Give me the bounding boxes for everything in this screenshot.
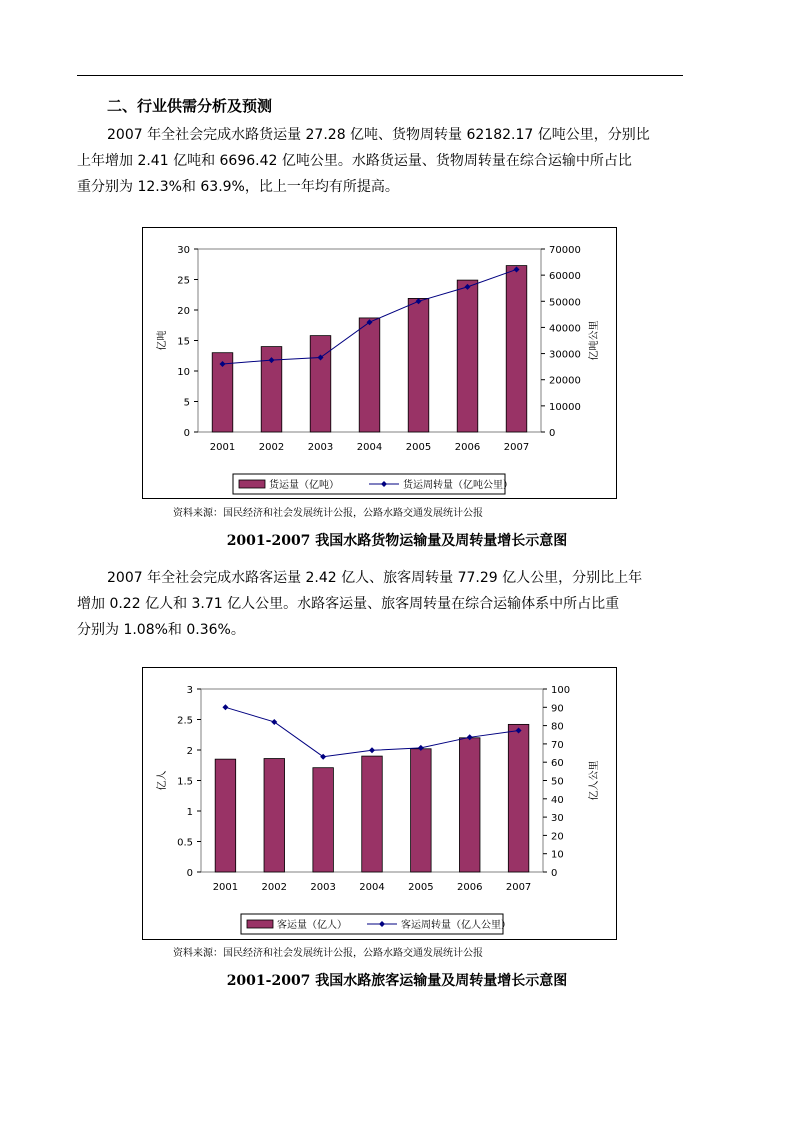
paragraph-line: 增加 0.22 亿人和 3.71 亿人公里。水路客运量、旅客周转量在综合运输体系中所占比重 xyxy=(77,596,620,612)
x-axis-tick-label: 2002 xyxy=(258,442,285,453)
legend-line-label: 货运周转量（亿吨公里） xyxy=(403,480,513,491)
legend-bar-swatch xyxy=(247,920,273,928)
legend-bar-label: 客运量（亿人） xyxy=(277,920,347,931)
bar xyxy=(459,738,480,872)
y-axis-tick-label: 15 xyxy=(177,336,190,348)
x-axis-tick-label: 2006 xyxy=(456,882,483,893)
legend-bar-label: 货运量（亿吨） xyxy=(269,480,339,491)
y2-axis-tick-label: 100 xyxy=(551,685,571,696)
section-heading: 二、行业供需分析及预测 xyxy=(107,97,273,115)
bar xyxy=(362,756,383,872)
y2-axis-tick-label: 50000 xyxy=(549,297,581,309)
paragraph-line: 上年增加 2.41 亿吨和 6696.42 亿吨公里。水路货运量、货物周转量在综合运输中所占比 xyxy=(77,153,632,169)
passenger-chart-caption: 2001-2007 我国水路旅客运输量及周转量增长示意图 xyxy=(226,973,568,989)
x-axis-tick-label: 2001 xyxy=(209,442,236,453)
bar xyxy=(264,759,285,872)
x-axis-tick-label: 2007 xyxy=(505,882,532,893)
freight-chart-caption: 2001-2007 我国水路货物运输量及周转量增长示意图 xyxy=(226,533,568,549)
x-axis-tick-label: 2005 xyxy=(405,442,432,453)
y2-axis-tick-label: 20000 xyxy=(549,375,581,387)
y-axis-label: 亿吨 xyxy=(157,330,168,351)
paragraph-line: 分别为 1.08%和 0.36%。 xyxy=(77,622,245,638)
y-axis-tick-label: 10 xyxy=(177,367,190,378)
bar xyxy=(215,759,236,872)
y2-axis-tick-label: 50 xyxy=(551,776,564,788)
y-axis-tick-label: 2.5 xyxy=(177,715,193,727)
paragraph-freight xyxy=(77,122,687,200)
legend-bar-swatch xyxy=(239,480,265,488)
y2-axis-tick-label: 30 xyxy=(551,813,564,825)
x-axis-tick-label: 2002 xyxy=(261,882,288,893)
paragraph-line: 2007 年全社会完成水路货运量 27.28 亿吨、货物周转量 62182.17 亿吨公里，分别比 xyxy=(107,127,650,143)
freight-chart xyxy=(142,227,617,499)
y2-axis-tick-label: 30000 xyxy=(549,349,581,361)
bar xyxy=(508,724,529,872)
x-axis-tick-label: 2007 xyxy=(503,442,530,453)
bar xyxy=(506,266,527,432)
y-axis-tick-label: 3 xyxy=(186,685,193,696)
bar xyxy=(359,318,380,432)
bar xyxy=(457,280,478,432)
x-axis-tick-label: 2005 xyxy=(408,882,434,893)
passenger-chart-svg xyxy=(143,668,616,939)
bar xyxy=(408,298,429,432)
line-marker xyxy=(222,704,228,710)
y2-axis-tick-label: 80 xyxy=(551,721,564,733)
header-rule xyxy=(77,75,683,76)
y-axis-tick-label: 20 xyxy=(177,306,190,317)
freight-chart-source: 资料来源：国民经济和社会发展统计公报，公路水路交通发展统计公报 xyxy=(173,508,483,519)
x-axis-tick-label: 2003 xyxy=(307,442,334,453)
y-axis-tick-label: 30 xyxy=(177,245,190,256)
y2-axis-label: 亿人公里 xyxy=(589,760,600,801)
bar xyxy=(411,749,432,872)
y2-axis-tick-label: 60 xyxy=(551,758,564,770)
y-axis-tick-label: 0 xyxy=(186,868,193,879)
y2-axis-tick-label: 70000 xyxy=(549,245,581,256)
y-axis-tick-label: 25 xyxy=(177,275,190,287)
y-axis-tick-label: 0.5 xyxy=(177,837,193,849)
y-axis-tick-label: 1 xyxy=(186,807,193,818)
passenger-chart xyxy=(142,667,617,940)
y-axis-tick-label: 5 xyxy=(183,397,190,409)
y2-axis-label: 亿吨公里 xyxy=(589,320,600,361)
y-axis-tick-label: 2 xyxy=(186,746,193,757)
x-axis-tick-label: 2006 xyxy=(454,442,481,453)
passenger-chart-source: 资料来源：国民经济和社会发展统计公报，公路水路交通发展统计公报 xyxy=(173,948,483,959)
y2-axis-tick-label: 60000 xyxy=(549,271,581,283)
x-axis-tick-label: 2004 xyxy=(356,442,383,453)
y2-axis-tick-label: 0 xyxy=(551,868,558,879)
y-axis-tick-label: 0 xyxy=(183,428,190,439)
y2-axis-tick-label: 20 xyxy=(551,831,564,843)
y2-axis-tick-label: 40000 xyxy=(549,323,581,335)
paragraph-line: 重分别为 12.3%和 63.9%，比上一年均有所提高。 xyxy=(77,179,399,195)
y2-axis-tick-label: 10000 xyxy=(549,401,581,413)
line-marker xyxy=(369,747,375,753)
y2-axis-tick-label: 10 xyxy=(551,849,564,861)
bar xyxy=(310,336,331,432)
y-axis-label: 亿人 xyxy=(157,770,168,791)
paragraph-passenger xyxy=(77,565,687,643)
y2-axis-tick-label: 70 xyxy=(551,739,564,751)
bar xyxy=(313,768,334,872)
y2-axis-tick-label: 90 xyxy=(551,703,564,715)
x-axis-tick-label: 2001 xyxy=(212,882,239,893)
x-axis-tick-label: 2003 xyxy=(310,882,336,893)
x-axis-tick-label: 2004 xyxy=(359,882,385,893)
freight-chart-svg xyxy=(143,228,616,498)
paragraph-line: 2007 年全社会完成水路客运量 2.42 亿人、旅客周转量 77.29 亿人公里，分别比上年 xyxy=(107,570,643,586)
y2-axis-tick-label: 40 xyxy=(551,794,564,806)
legend-line-label: 客运周转量（亿人公里） xyxy=(401,920,511,931)
y-axis-tick-label: 1.5 xyxy=(177,776,193,788)
y2-axis-tick-label: 0 xyxy=(549,428,556,439)
